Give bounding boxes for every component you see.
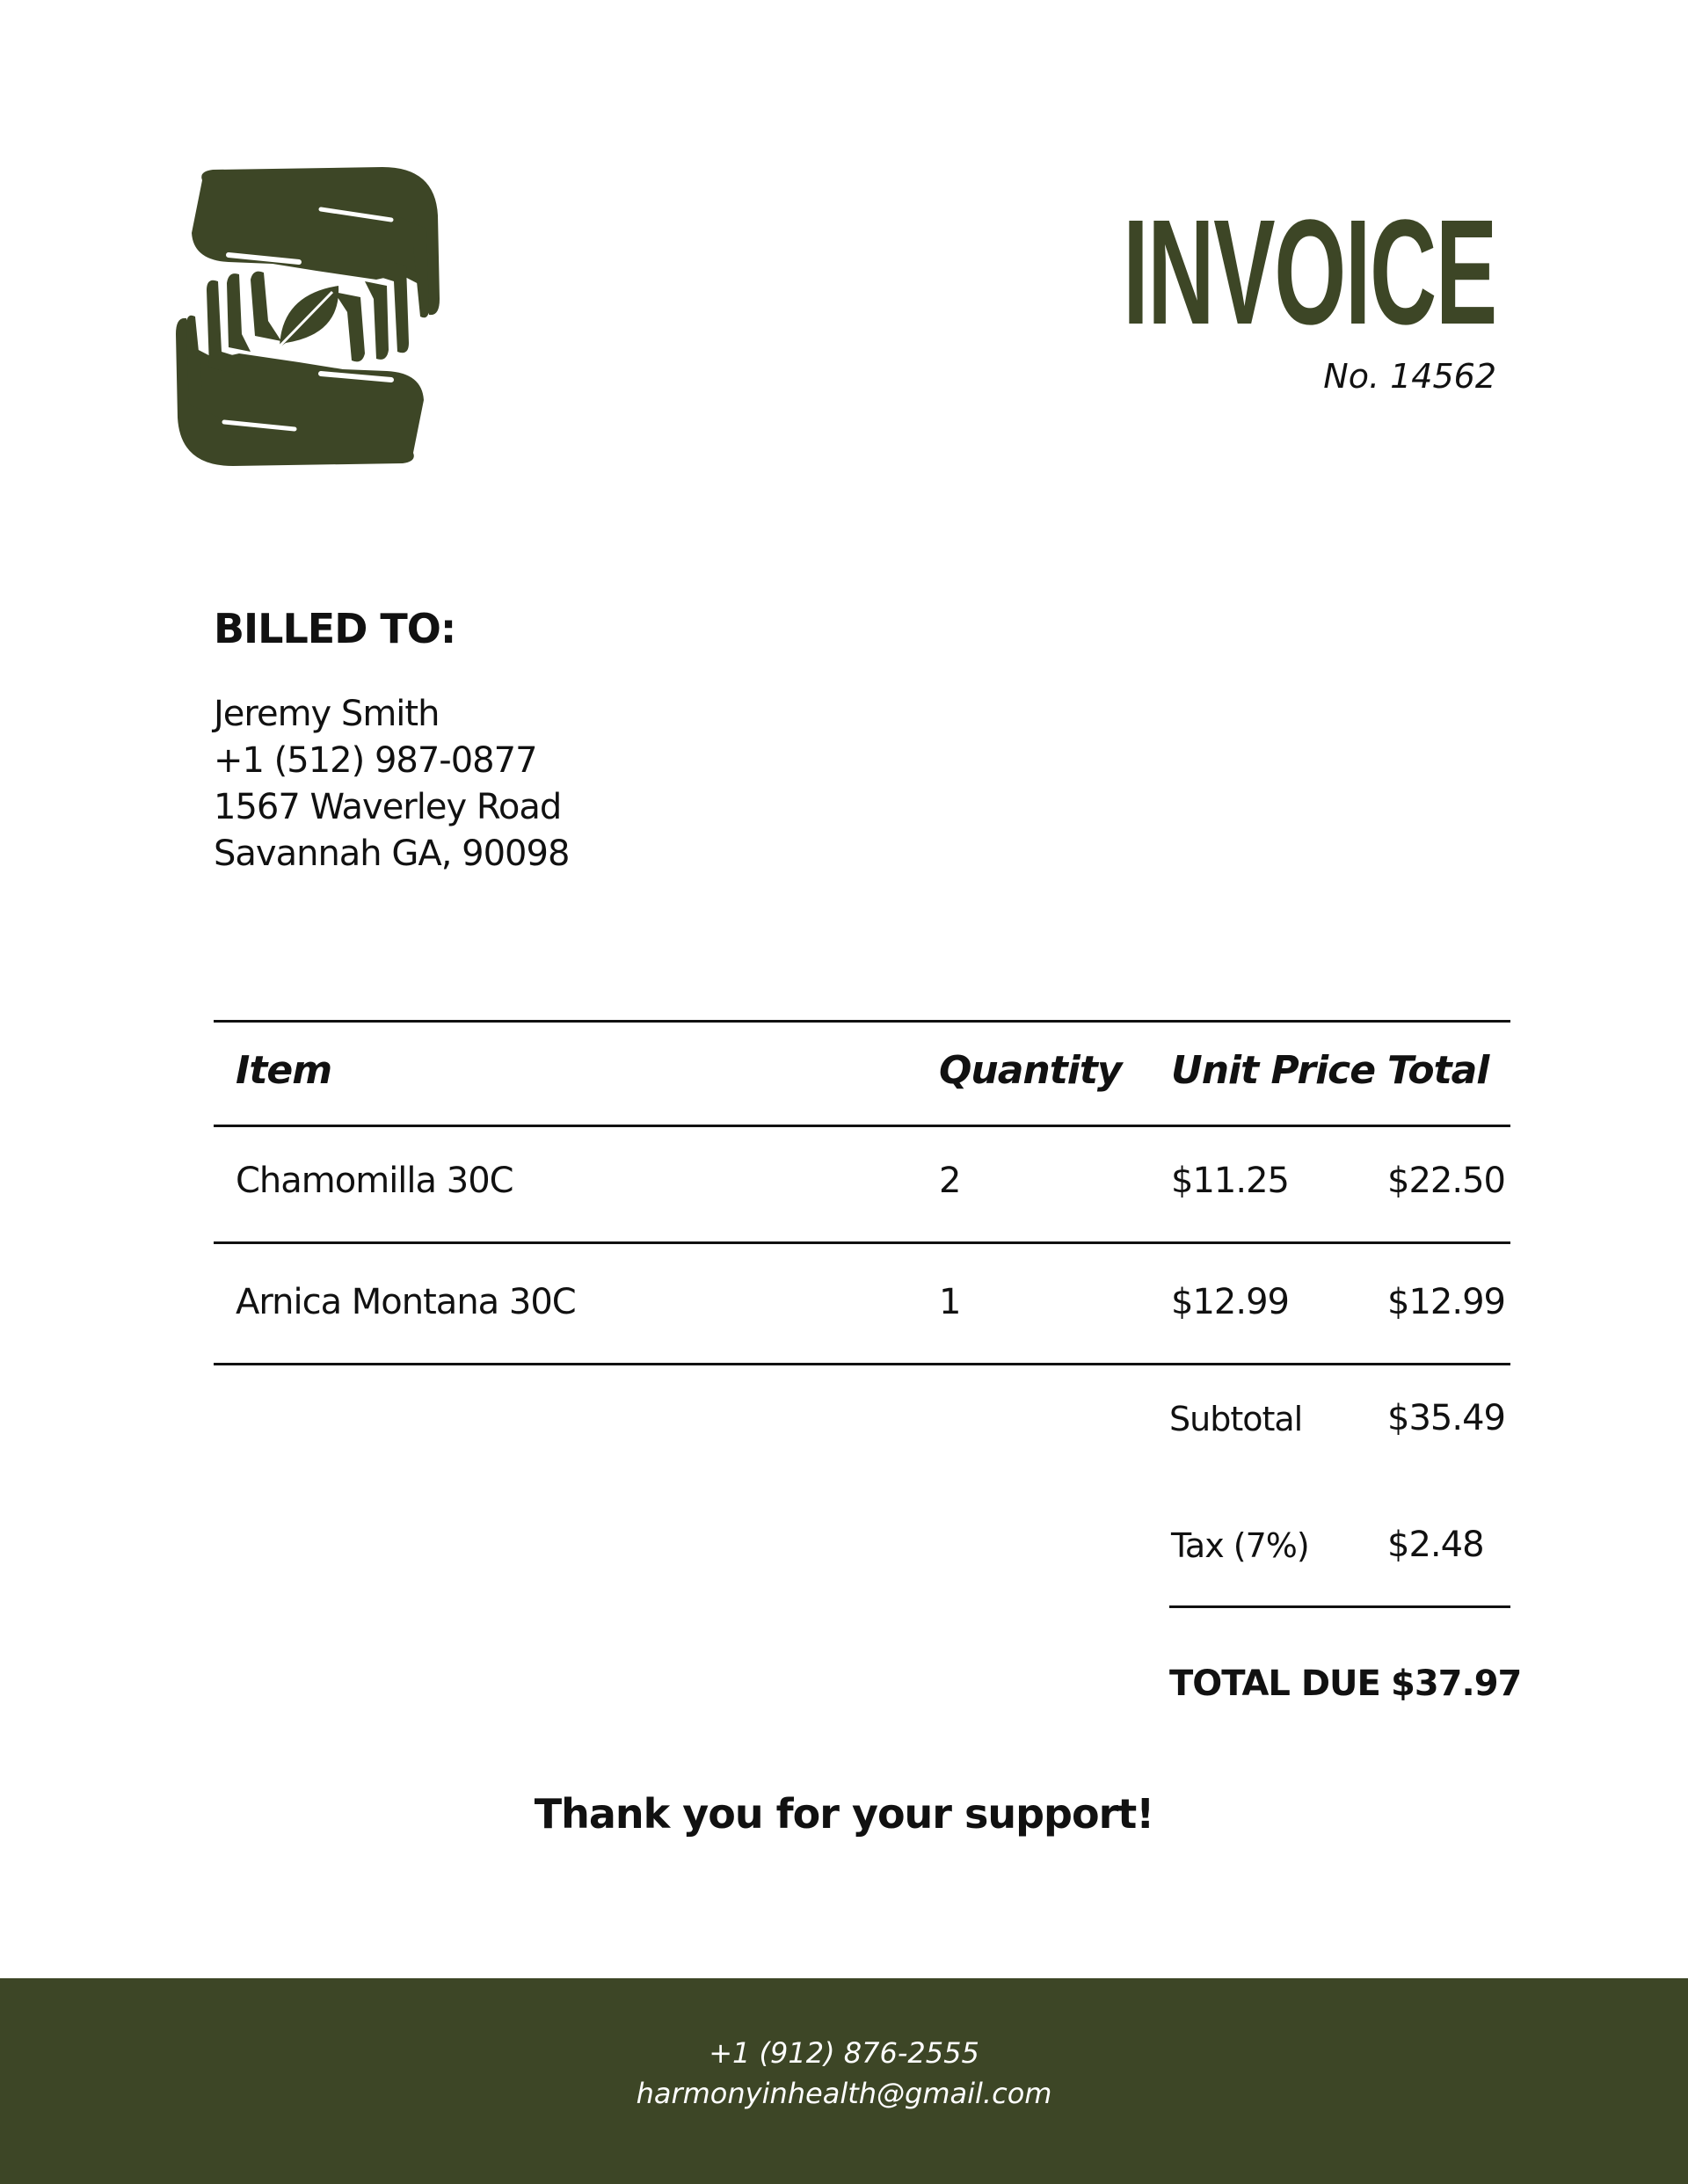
row-2-total: $12.99: [1387, 1282, 1505, 1322]
tax-label: Tax (7%): [1171, 1526, 1309, 1565]
tax-value: $2.48: [1387, 1525, 1484, 1565]
customer-name: Jeremy Smith: [214, 694, 440, 734]
total-due-label: TOTAL DUE: [1169, 1663, 1380, 1704]
row-divider: [214, 1241, 1510, 1244]
customer-address-line1: 1567 Waverley Road: [214, 787, 562, 827]
footer-phone: +1 (912) 876-2555: [709, 2036, 979, 2070]
column-header-item: Item: [236, 1048, 332, 1093]
hands-leaf-logo: [176, 167, 440, 466]
table-header-rule: [214, 1125, 1510, 1127]
column-header-total: Total: [1387, 1048, 1489, 1093]
billed-to-heading: BILLED TO:: [214, 605, 456, 652]
invoice-number: No. 14562: [1323, 357, 1496, 396]
footer-email[interactable]: harmonyinhealth@gmail.com: [636, 2077, 1052, 2110]
thank-you-message: Thank you for your support!: [534, 1790, 1154, 1838]
row-1-item: Chamomilla 30C: [236, 1161, 513, 1201]
total-due-value: $37.97: [1391, 1663, 1522, 1704]
column-header-quantity: Quantity: [939, 1048, 1122, 1093]
customer-phone: +1 (512) 987-0877: [214, 740, 537, 781]
column-header-unit-price: Unit Price: [1171, 1048, 1376, 1093]
row-2-item: Arnica Montana 30C: [236, 1282, 576, 1322]
summary-rule: [1169, 1605, 1510, 1608]
row-2-unit-price: $12.99: [1171, 1282, 1289, 1322]
row-1-quantity: 2: [939, 1161, 961, 1201]
footer-bar: [0, 1978, 1688, 2184]
row-1-unit-price: $11.25: [1171, 1161, 1289, 1201]
subtotal-value: $35.49: [1387, 1398, 1505, 1438]
table-top-rule: [214, 1020, 1510, 1023]
row-2-quantity: 1: [939, 1282, 961, 1322]
billed-to-details: [214, 691, 569, 877]
row-1-total: $22.50: [1387, 1161, 1505, 1201]
customer-address-line2: Savannah GA, 90098: [214, 834, 570, 874]
table-bottom-rule: [214, 1363, 1510, 1365]
subtotal-label: Subtotal: [1169, 1400, 1303, 1438]
invoice-title: INVOICE: [1123, 189, 1496, 356]
